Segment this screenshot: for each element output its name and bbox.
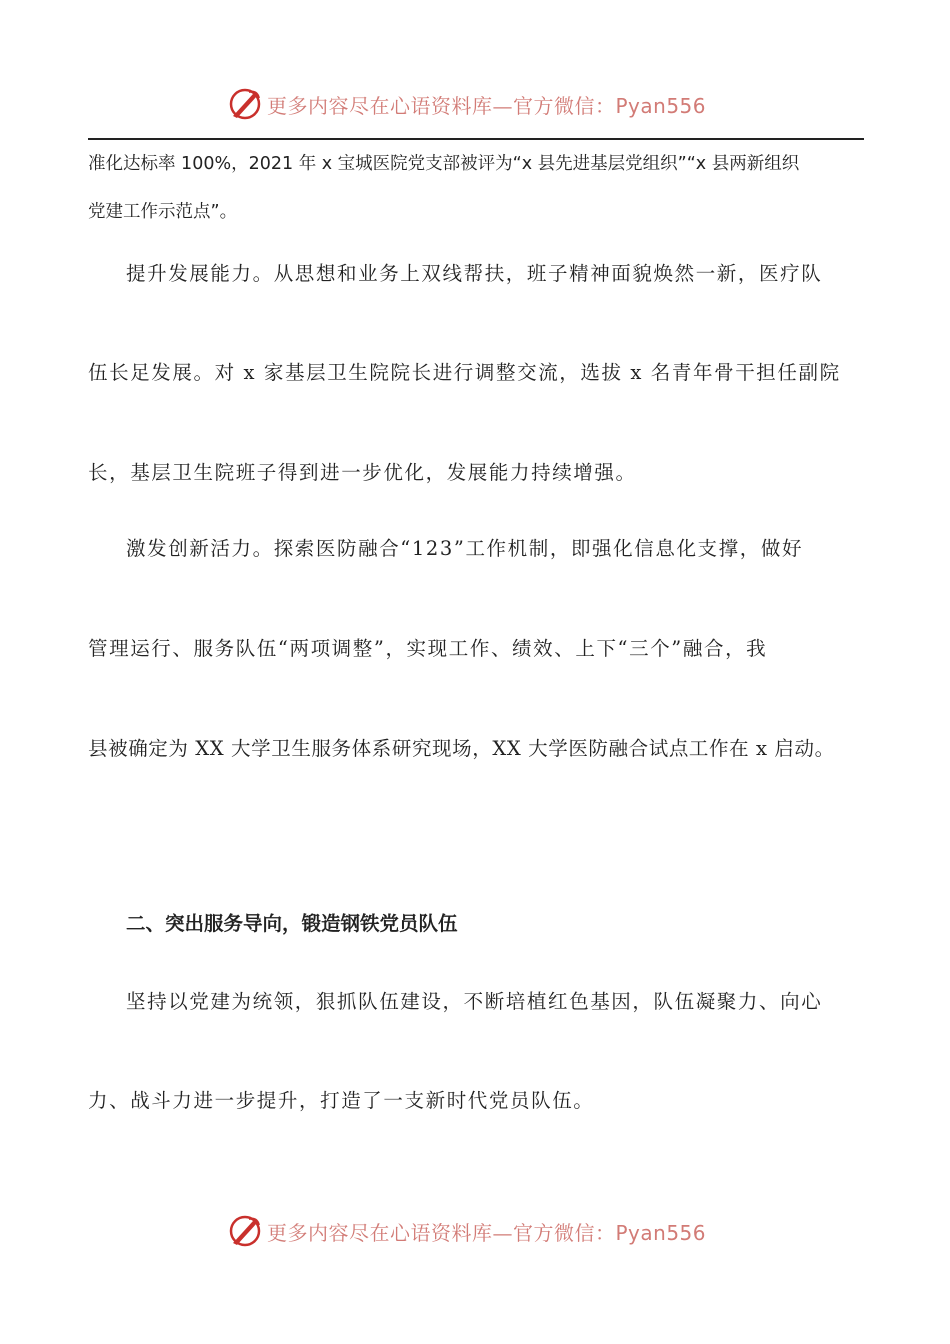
section-heading: 二、突出服务导向，锻造钢铁党员队伍	[126, 912, 458, 935]
banner-content	[227, 82, 706, 126]
header-banner	[0, 82, 950, 126]
quill-pen-logo-icon	[227, 86, 263, 122]
footer-banner-text: 更多内容尽在心语资料库—官方微信：Pyan556	[267, 1220, 707, 1245]
text-line-10: 力、战斗力进一步提升，打造了一支新时代党员队伍。	[88, 1089, 595, 1112]
banner-text: 更多内容尽在心语资料库—官方微信：Pyan556	[267, 93, 707, 118]
text-line-3: 提升发展能力。从思想和业务上双线帮扶，班子精神面貌焕然一新，医疗队	[126, 262, 823, 285]
text-line-7: 管理运行、服务队伍“两项调整”，实现工作、绩效、上下“三个”融合，我	[88, 637, 768, 660]
text-line-9: 坚持以党建为统领，狠抓队伍建设，不断培植红色基因，队伍凝聚力、向心	[126, 990, 823, 1013]
footer-wechat-id: Pyan556	[615, 1220, 707, 1245]
header-rule	[88, 138, 864, 140]
wechat-id: Pyan556	[615, 93, 707, 118]
text-line-6: 激发创新活力。探索医防融合“123”工作机制，即强化信息化支撑，做好	[126, 537, 804, 560]
footer-banner-content	[227, 1209, 706, 1253]
text-line-2: 党建工作示范点”。	[88, 202, 238, 222]
text-line-8: 县被确定为 XX 大学卫生服务体系研究现场，XX 大学医防融合试点工作在 x 启动。	[88, 737, 835, 760]
text-line-1: 准化达标率 100%，2021 年 x 宝城医院党支部被评为“x 县先进基层党组织”“x 县两新组织	[88, 154, 800, 174]
text-line-4: 伍长足发展。对 x 家基层卫生院院长进行调整交流，选拔 x 名青年骨干担任副院	[88, 361, 841, 384]
quill-pen-logo-icon	[227, 1213, 263, 1249]
footer-banner	[0, 1209, 950, 1253]
text-line-5: 长，基层卫生院班子得到进一步优化，发展能力持续增强。	[88, 461, 637, 484]
